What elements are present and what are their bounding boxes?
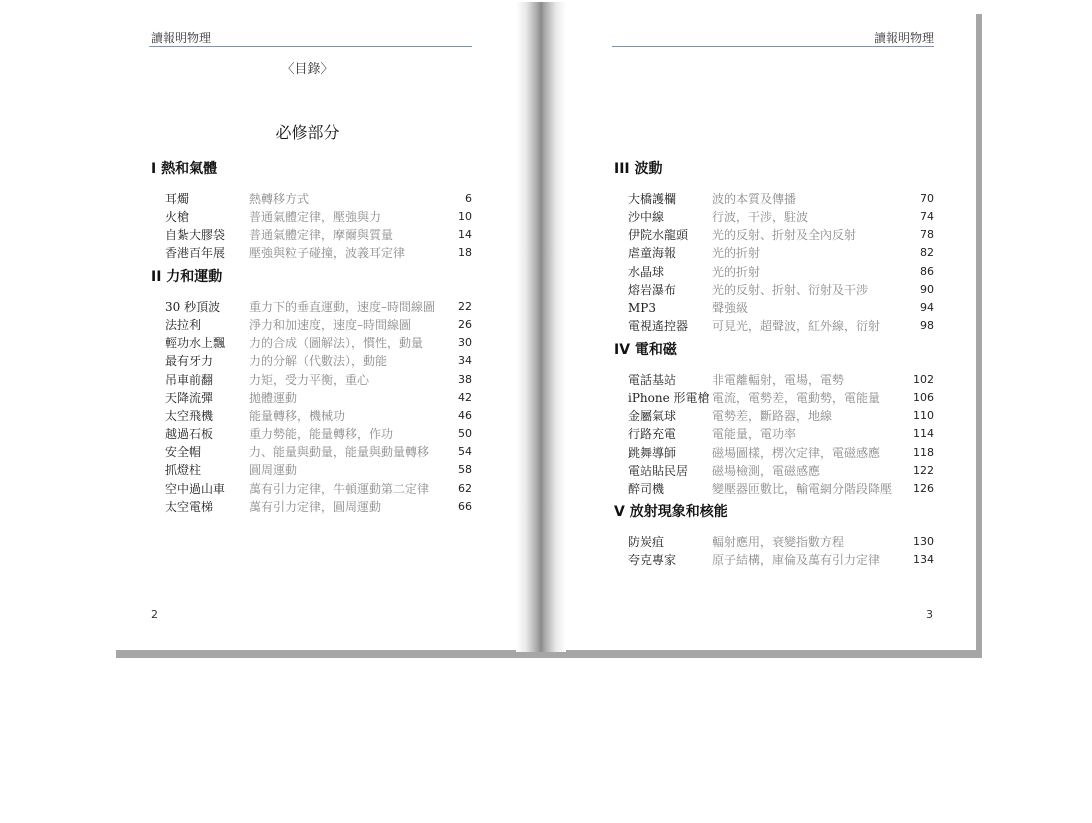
toc-entry [628,263,934,281]
entry-page-number: 78 [920,228,934,242]
entry-title: 自紮大膠袋 [165,228,226,243]
entry-title: 行路充電 [628,427,677,442]
entry-page-number: 30 [458,336,472,350]
entry-title: 輕功水上飄 [165,336,226,351]
toc-entry [628,551,934,569]
entry-topic: 可見光，超聲波，紅外線，衍射 [712,319,881,334]
toc-entry [165,407,472,425]
section-title: III 波動 [614,161,663,177]
entry-title: 抓燈柱 [165,463,202,478]
entry-topic: 波的本質及傳播 [712,192,797,206]
section-title: II 力和運動 [151,269,223,285]
toc-entry [628,190,934,208]
entry-page-number: 122 [913,463,934,477]
entry-title: 大橋護欄 [628,192,677,206]
entry-page-number: 110 [913,409,934,423]
entry-page-number: 118 [913,445,934,459]
section-title: I 熱和氣體 [151,161,218,177]
entry-topic: 重力下的垂直運動，速度–時間線圖 [249,300,436,314]
entry-title: 金屬氣球 [628,409,677,424]
entry-page-number: 114 [913,427,934,441]
toc-entry [628,371,934,389]
toc-entry [628,244,934,262]
entry-title: 伊院水龍頭 [628,228,689,243]
entry-topic: 壓強與粒子碰撞，波義耳定律 [249,246,406,261]
toc-entry [165,298,472,316]
entry-title: 跳舞導師 [628,445,677,460]
entry-page-number: 86 [920,264,934,278]
book-spine [516,2,566,652]
left-running-header: 讀報明物理 [151,31,212,45]
entry-title: 電話基站 [628,373,677,387]
section-title: IV 電和磁 [614,342,677,358]
entry-title: 耳燭 [165,192,190,206]
entry-page-number: 82 [920,246,934,260]
entry-topic: 磁場圖樣，楞次定律，電磁感應 [712,445,881,460]
entry-page-number: 90 [920,282,934,296]
toc-entry [165,226,472,244]
entry-page-number: 50 [458,427,472,441]
entry-title: 香港百年展 [165,246,226,261]
entry-title: MP3 [628,300,656,315]
entry-topic: 力的分解（代數法），動能 [249,354,388,369]
toc-entry [165,425,472,443]
entry-page-number: 14 [458,228,472,242]
toc-entry [628,462,934,480]
entry-title: 吊車前翻 [165,372,214,387]
entry-title: 越過石板 [165,427,214,442]
entry-page-number: 6 [465,192,472,205]
toc-entry [165,244,472,262]
entry-topic: 電勢差，斷路器，地線 [712,409,833,424]
entry-topic: 拋體運動 [249,390,298,405]
entry-title: 天降流彈 [165,390,214,405]
entry-title: 虐童海報 [628,246,677,261]
entry-topic: 電流，電勢差，電動勢，電能量 [712,391,881,406]
entry-title: 太空電梯 [165,499,214,514]
entry-topic: 電能量，電功率 [712,427,797,442]
entry-page-number: 34 [458,354,472,368]
entry-title: 熔岩瀑布 [628,282,677,297]
entry-topic: 光的折射 [712,264,761,279]
entry-page-number: 98 [920,319,934,333]
right-header-rule [612,46,934,47]
toc-entry [165,443,472,461]
entry-title: iPhone 形電槍 [628,391,710,406]
entry-topic: 變壓器匝數比，輸電網分階段降壓 [712,481,893,496]
entry-page-number: 42 [458,390,472,404]
toc-entry [628,208,934,226]
entry-title: 防炭疽 [628,535,665,549]
entry-title: 水晶球 [628,264,665,279]
left-header-rule [149,46,472,47]
entry-topic: 圓周運動 [249,463,298,478]
right-page [546,6,976,650]
toc-entry [628,226,934,244]
entry-topic: 萬有引力定律，圓周運動 [249,499,382,514]
right-running-header: 讀報明物理 [873,31,934,45]
entry-page-number: 62 [458,481,472,495]
entry-title: 空中過山車 [165,481,226,496]
entry-page-number: 38 [458,372,472,386]
page-number: 3 [926,608,933,621]
entry-title: 夸克專家 [628,553,677,568]
section-title: V 放射現象和核能 [614,504,728,520]
entry-page-number: 66 [458,499,472,513]
entry-page-number: 54 [458,445,472,459]
entry-title: 醉司機 [628,481,665,496]
entry-topic: 熱轉移方式 [249,192,310,206]
entry-title: 電視遙控器 [628,319,689,334]
entry-topic: 力、能量與動量，能量與動量轉移 [249,445,430,460]
toc-entry [628,480,934,498]
entry-title: 最有牙力 [165,354,214,369]
entry-page-number: 18 [458,246,472,260]
toc-entry [165,316,472,334]
toc-title: 〈目錄〉 [281,62,334,77]
toc-entry [628,281,934,299]
page-number: 2 [151,608,158,621]
entry-page-number: 134 [913,553,934,567]
entry-topic: 光的折射 [712,246,761,261]
toc-entry [628,444,934,462]
entry-topic: 原子結構，庫倫及萬有引力定律 [712,553,881,568]
entry-page-number: 106 [913,391,934,405]
entry-page-number: 58 [458,463,472,477]
entry-topic: 普通氣體定律，摩爾與質量 [249,228,394,243]
toc-entry [165,480,472,498]
entry-topic: 非電離輻射，電場，電勢 [712,373,845,387]
entry-page-number: 102 [913,373,934,386]
left-page [110,6,540,650]
toc-entry [628,407,934,425]
entry-page-number: 74 [920,210,934,224]
entry-topic: 淨力和加速度，速度–時間線圖 [249,318,412,333]
entry-topic: 普通氣體定律，壓強與力 [249,210,382,225]
entry-page-number: 130 [913,535,934,548]
toc-entry [165,208,472,226]
entry-topic: 力的合成（圖解法），慣性，動量 [249,336,424,351]
toc-entry [628,299,934,317]
entry-title: 電站貼民居 [628,463,689,478]
entry-topic: 力矩，受力平衡，重心 [249,372,370,387]
entry-topic: 行波，干涉，駐波 [712,210,809,225]
toc-entry [165,461,472,479]
entry-topic: 萬有引力定律，牛頓運動第二定律 [249,481,430,496]
entry-page-number: 70 [920,192,934,205]
toc-entry [628,425,934,443]
entry-topic: 光的反射、折射、衍射及干涉 [712,282,869,297]
toc-entry [628,317,934,335]
toc-entry [165,334,472,352]
entry-topic: 磁場檢測，電磁感應 [712,463,821,478]
toc-entry [628,533,934,551]
toc-entry [165,371,472,389]
entry-page-number: 10 [458,210,472,224]
entry-topic: 輻射應用，衰變指數方程 [712,535,845,549]
entry-page-number: 22 [458,300,472,313]
entry-title: 太空飛機 [165,408,214,423]
toc-entry [165,352,472,370]
toc-entry [165,190,472,208]
toc-entry [165,498,472,516]
entry-title: 法拉利 [165,318,202,333]
entry-page-number: 26 [458,318,472,332]
entry-title: 火槍 [165,210,190,225]
entry-topic: 聲強級 [712,300,749,315]
entry-page-number: 126 [913,481,934,495]
entry-title: 30 秒頂波 [165,300,221,314]
entry-title: 沙中線 [628,210,665,225]
toc-entry [628,389,934,407]
part-title: 必修部分 [275,123,340,142]
entry-page-number: 46 [458,408,472,422]
entry-topic: 能量轉移，機械功 [249,408,346,423]
entry-page-number: 94 [920,300,934,314]
entry-topic: 光的反射、折射及全內反射 [712,228,857,243]
entry-topic: 重力勢能，能量轉移，作功 [249,427,394,442]
toc-entry [165,389,472,407]
entry-title: 安全帽 [165,445,202,460]
